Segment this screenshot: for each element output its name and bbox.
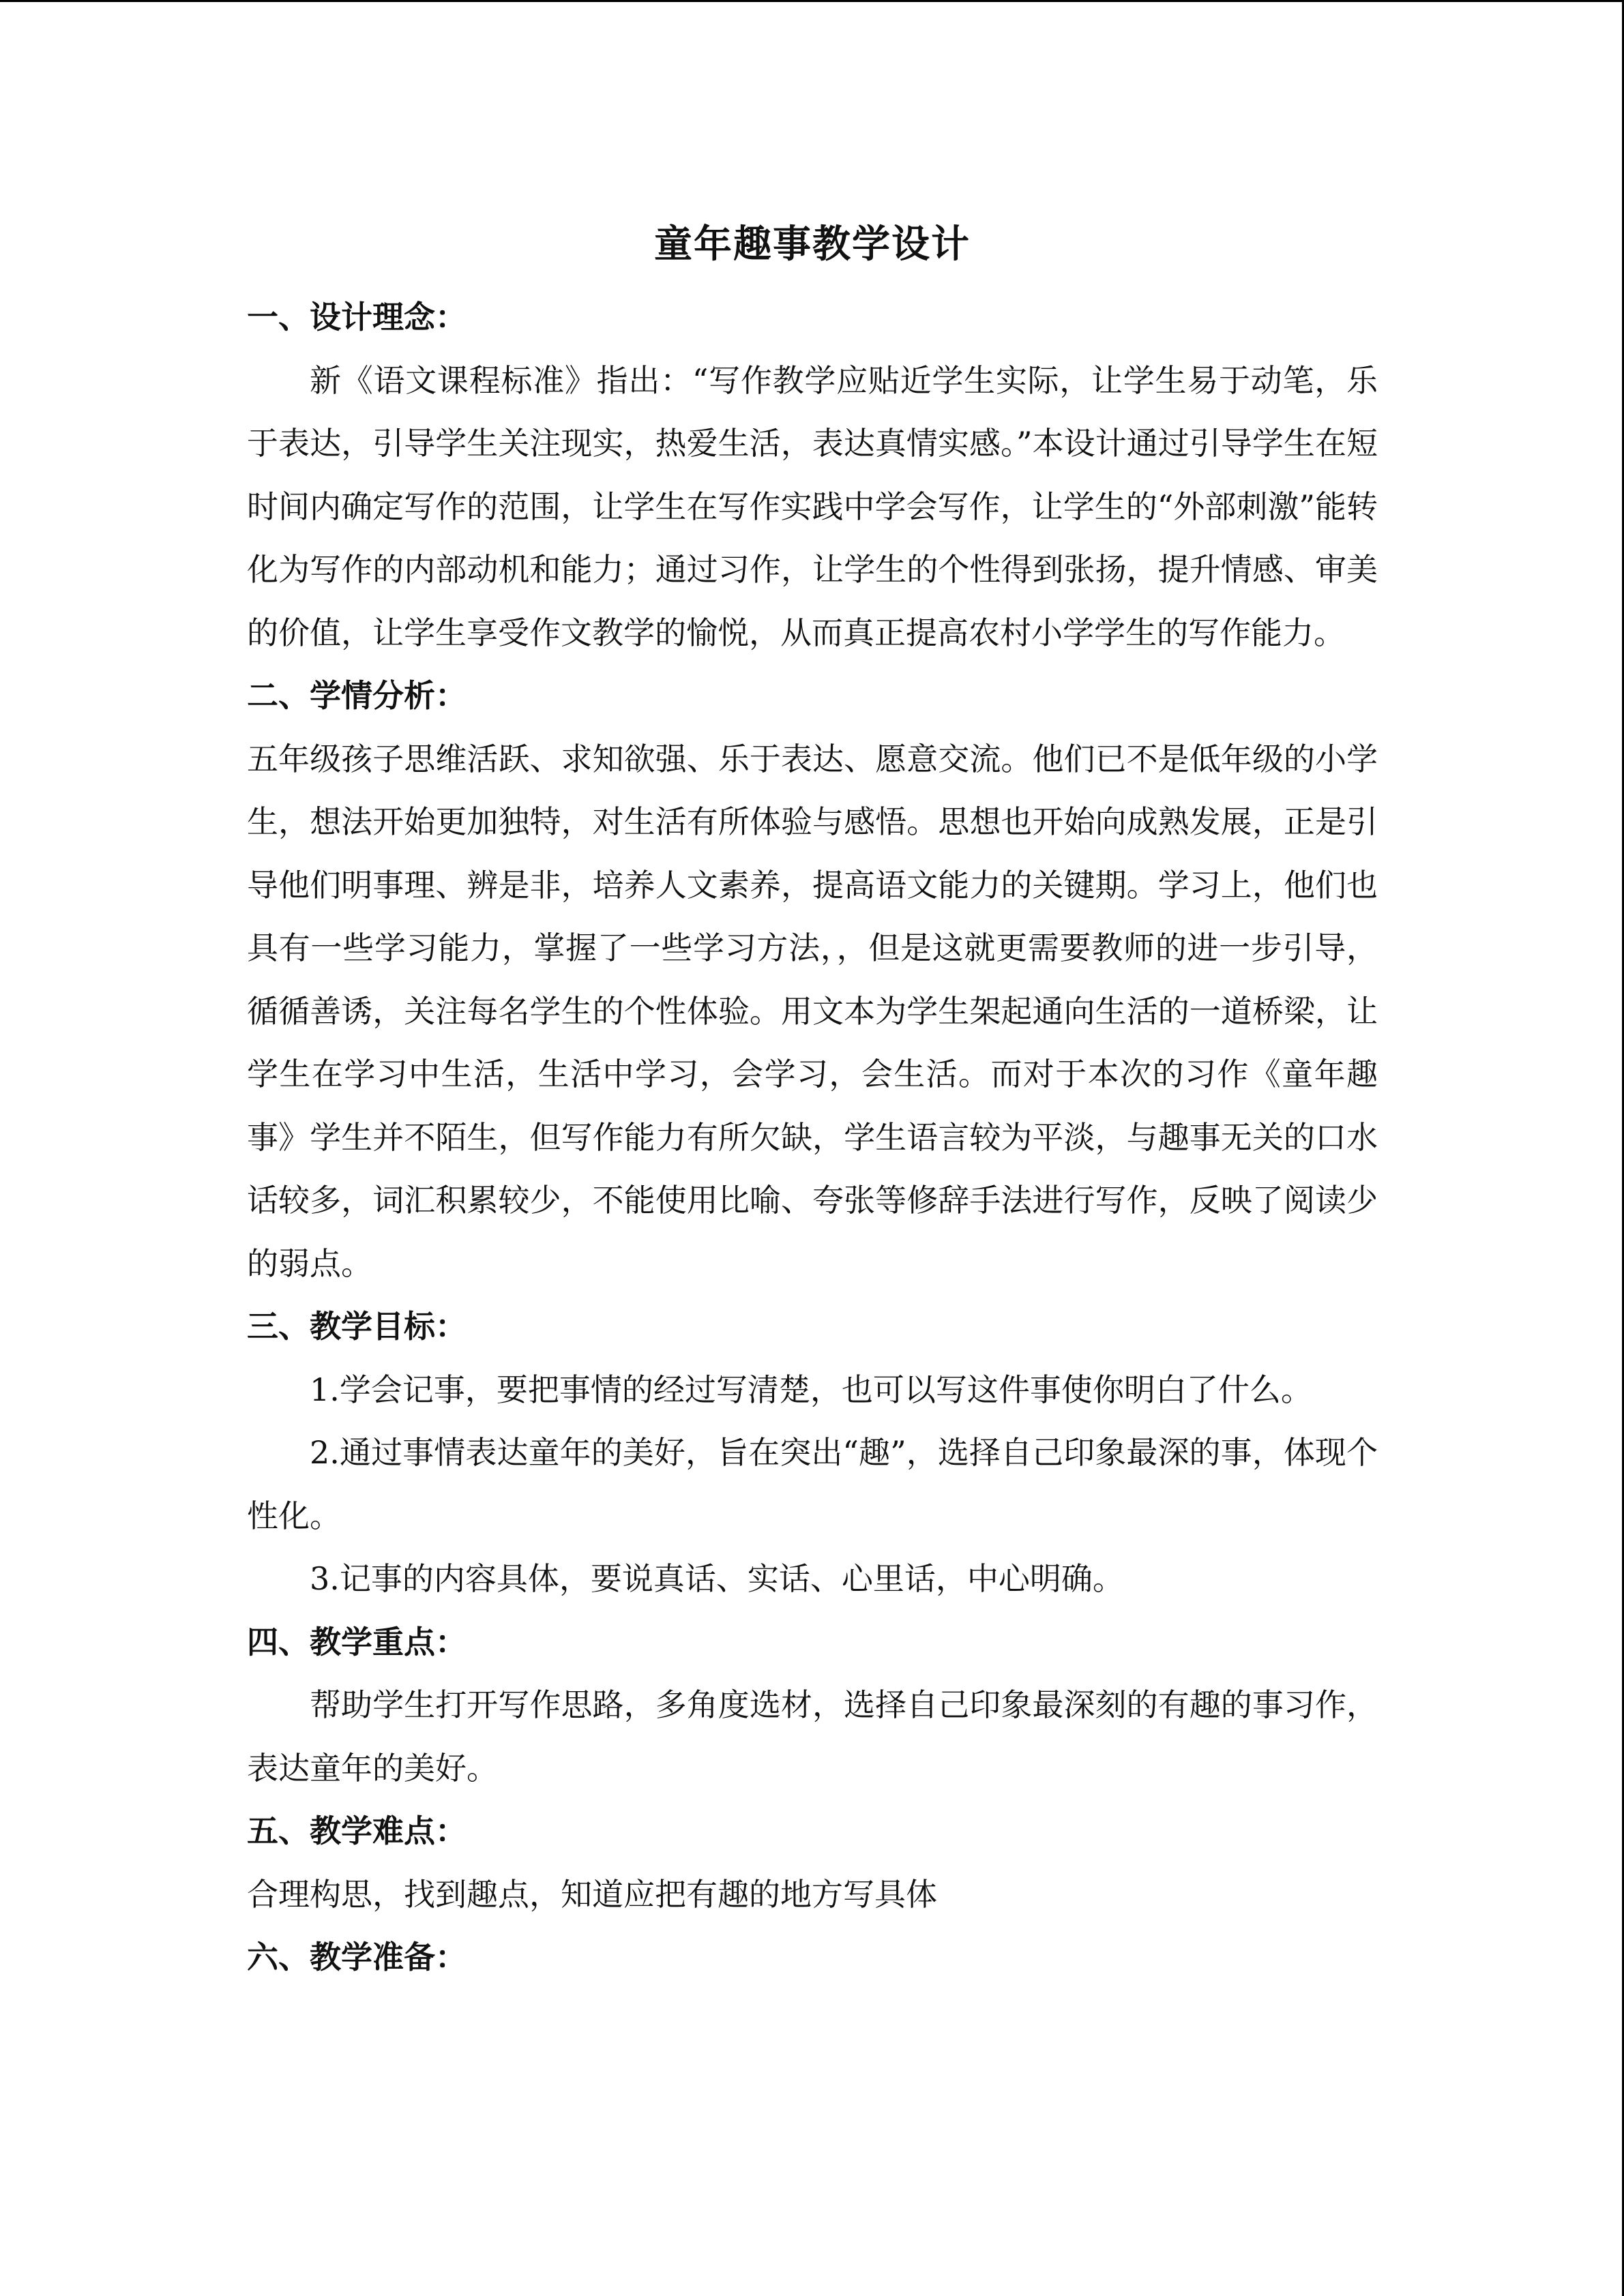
document-body: [247, 207, 1378, 1989]
difficulties-paragraph: 合理构思，找到趣点，知道应把有趣的地方写具体: [247, 1875, 937, 1913]
section-heading-learning-analysis: 二、学情分析：: [247, 677, 467, 714]
document-title: 童年趣事教学设计: [654, 222, 971, 267]
design-concept-paragraph: 新《语文课程标准》指出：“写作教学应贴近学生实际，让学生易于动笔，乐于表达，引导学生关注现实，热爱生活，表达真情实感。”本设计通过引导学生在短时间内确定写作的范围，让学生在写作实践中学会写作，让学生的“外部刺激”能转化为写作的内部动机和能力；通过习作，让学生的个性得到张扬，提升情感、审美的价值，让学生享受作文教学的愉悦，从而真正提高农村小学学生的写作能力。: [247, 361, 1378, 651]
section-heading-preparation: 六、教学准备：: [247, 1939, 467, 1976]
learning-analysis-paragraph: 五年级孩子思维活跃、求知欲强、乐于表达、愿意交流。他们已不是低年级的小学生，想法开始更加独特，对生活有所体验与感悟。思想也开始向成熟发展，正是引导他们明事理、辨是非，培养人文素养，提高语文能力的关键期。学习上，他们也具有一些学习能力，掌握了一些学习方法，，但是这就更需要教师的进一步引导，循循善诱，关注每名学生的个性体验。用文本为学生架起通向生活的一道桥梁，让学生在学习中生活，生活中学习，会学习，会生活。而对于本次的习作《童年趣事》学生并不陌生，但写作能力有所欠缺，学生语言较为平淡，与趣事无关的口水话较多，词汇积累较少，不能使用比喻、夸张等修辞手法进行写作，反映了阅读少的弱点。: [247, 740, 1378, 1282]
section-heading-teaching-goals: 三、教学目标：: [247, 1308, 467, 1345]
teaching-goal-item: 1.学会记事，要把事情的经过写清楚，也可以写这件事使你明白了什么。: [310, 1371, 1312, 1408]
section-heading-design-concept: 一、设计理念：: [247, 299, 467, 336]
key-points-paragraph: 帮助学生打开写作思路，多角度选材，选择自己印象最深刻的有趣的事习作，表达童年的美好。: [247, 1686, 1378, 1787]
teaching-goal-item: 2.通过事情表达童年的美好，旨在突出“趣”，选择自己印象最深的事，体现个性化。: [247, 1434, 1378, 1534]
section-heading-difficulties: 五、教学难点：: [247, 1813, 467, 1849]
section-heading-key-points: 四、教学重点：: [247, 1623, 467, 1660]
teaching-goal-item: 3.记事的内容具体，要说真话、实话、心里话，中心明确。: [310, 1560, 1124, 1597]
